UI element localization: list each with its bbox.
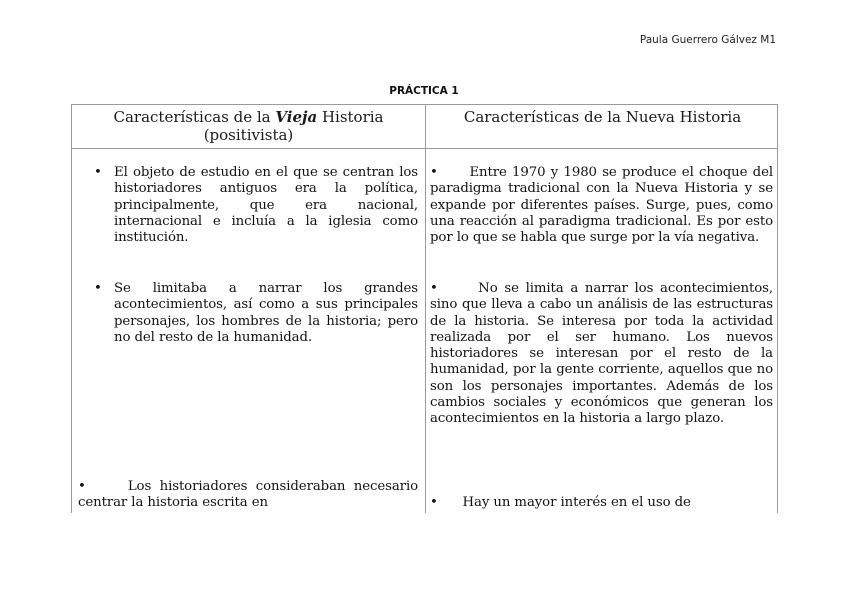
new-history-item-text: Entre 1970 y 1980 se produce el choque del paradigma tradicional con la Nueva Historia y se expande por diferentes países. Surge, pues, como una reacción al paradigma tradicional. Es por esto por lo que se habla que surge por la vía negativa. [430,165,773,246]
page-header-author: Paula Guerrero Gálvez M1 [639,34,776,46]
new-history-item [430,495,773,513]
new-history-item-text: Hay un mayor interés en el uso de [462,495,691,510]
header-old-history [72,108,425,144]
header-old-history-emphasis: Vieja [275,108,318,126]
new-history-item [430,165,773,246]
old-history-item [78,479,418,513]
new-history-item [430,281,773,428]
bullet-marker: • [94,281,102,296]
header-old-history-pre: Características de la [113,108,276,126]
old-history-item-text: Se limitaba a narrar los grandes acontecimientos, así como a sus principales personajes, los hombres de la historia; pero no del resto de la humanidad. [114,281,418,345]
column-divider [425,105,426,513]
old-history-item [94,281,418,346]
comparison-table [71,104,778,513]
bullet-marker: • [430,495,438,510]
bullet-marker: • [430,165,438,180]
bullet-marker: • [94,165,102,180]
header-new-history: Características de la Nueva Historia [463,108,742,126]
header-row-divider [72,148,778,149]
document-title: PRÁCTICA 1 [389,85,459,97]
bullet-marker: • [430,281,438,296]
header-old-history-post: Historia (positivista) [203,108,384,144]
old-history-item-text: Los historiadores consideraban necesario centrar la historia escrita en [78,479,418,511]
old-history-item [94,165,418,246]
bullet-marker: • [78,479,86,494]
new-history-item-text: No se limita a narrar los acontecimientos, sino que lleva a cabo un análisis de las estructuras de la historia. Se interesa por toda la actividad realizada por el ser humano. Los nuevos historiadores se interesan por el resto de la humanidad, por la gente corriente, aquellos que no son los personajes importantes. Además de los cambios sociales y económicos que generan los acontecimientos en la historia a largo plazo. [430,281,773,427]
old-history-item-text: El objeto de estudio en el que se centran los historiadores antiguos era la política, principalmente, que era nacional, internacional e incluía a la iglesia como institución. [114,165,418,246]
